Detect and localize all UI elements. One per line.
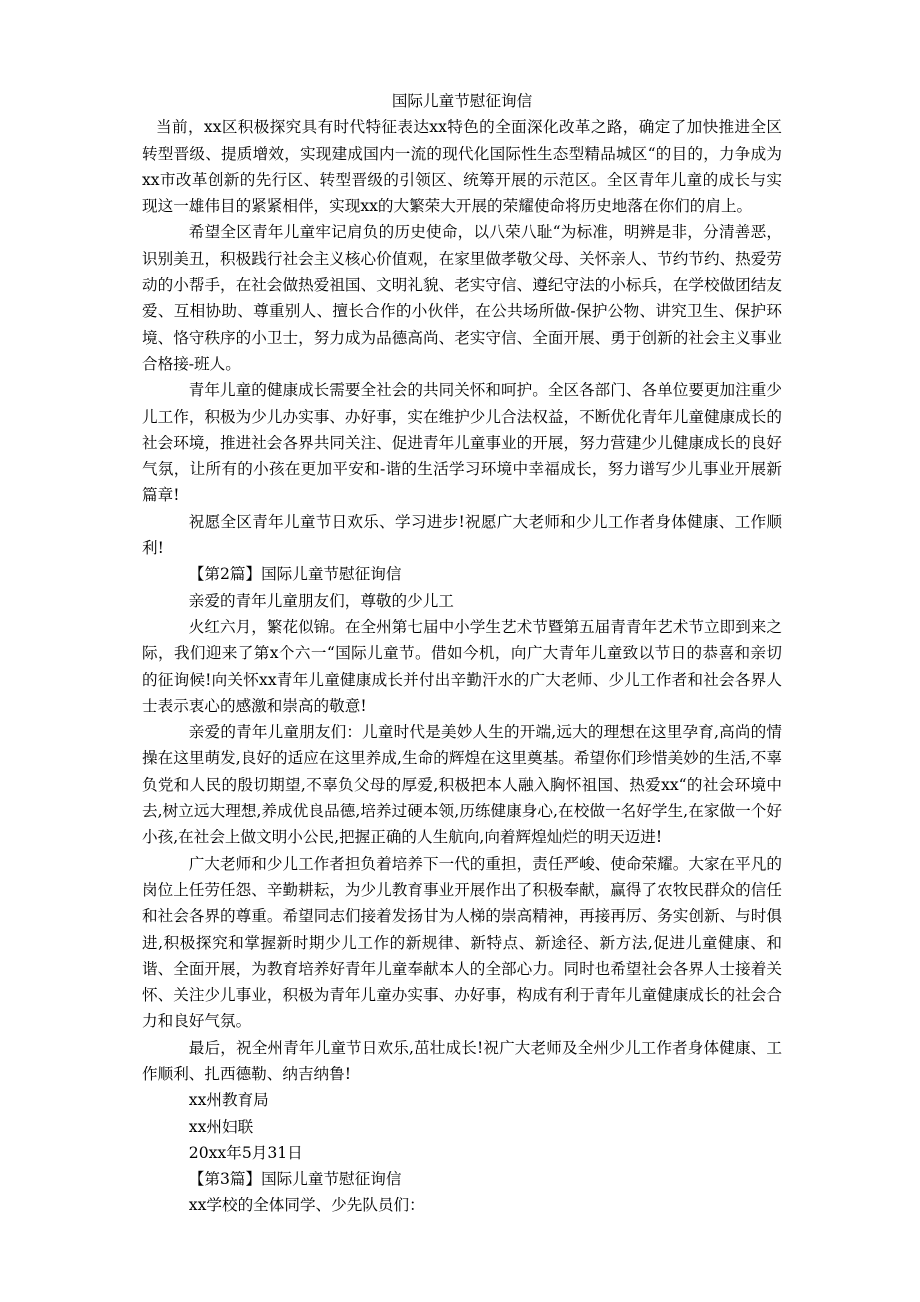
document-title: 国际儿童节慰征询信 bbox=[391, 92, 533, 110]
paragraph: 最后，祝全州青年儿童节日欢乐,茁壮成长!祝广大老师及全州少儿工作者身体健康、工作顺利、扎西德勒、纳吉纳鲁! bbox=[142, 1038, 782, 1083]
signature-line: xx州教育局 bbox=[188, 1091, 269, 1110]
signature-line: xx州妇联 bbox=[188, 1117, 254, 1136]
signature-date: 20xx年5月31日 bbox=[188, 1143, 303, 1162]
salutation: xx学校的全体同学、少先队员们： bbox=[188, 1196, 425, 1215]
section-heading: 【第3篇】国际儿童节慰征询信 bbox=[188, 1170, 402, 1189]
paragraph: 希望全区青年儿童牢记肩负的历史使命，以八荣八耻“为标准，明辨是非，分清善恶，识别美丑，积极践行社会主义核心价值观，在家里做孝敬父母、关怀亲人、节约节约、热爱劳动的小帮手，在社会做热爱祖国、文明礼貌、老实守信、遵纪守法的小标兵，在学校做团结友爱、互相协助、尊重别人、擅长合作的小伙伴，在公共场所做-保护公物、讲究卫生、保护环境、恪守秩序的小卫士，努力成为品德高尚、老实守信、全面开展、勇于创新的社会主义事业合格接-班人。 bbox=[142, 223, 782, 373]
paragraph: 祝愿全区青年儿童节日欢乐、学习进步!祝愿广大老师和少儿工作者身体健康、工作顺利! bbox=[142, 512, 782, 558]
salutation: 亲爱的青年儿童朋友们，尊敬的少儿工 bbox=[188, 591, 454, 610]
paragraph: 广大老师和少儿工作者担负着培养下一代的重担，责任严峻、使命荣耀。大家在平凡的岗位上任劳任怨、辛勤耕耘，为少儿教育事业开展作出了积极奉献，赢得了农牧民群众的信任和社会各界的尊重。希望同志们接着发扬甘为人梯的崇高精神，再接再厉、务实创新、与时俱进,积极探究和掌握新时期少儿工作的新规律、新特点、新途径、新方法,促进儿童健康、和谐、全面开展，为教育培养好青年儿童奉献本人的全部心力。同时也希望社会各界人士接着关怀、关注少儿事业，积极为青年儿童办实事、办好事，构成有利于青年儿童健康成长的社会合力和良好气氛。 bbox=[142, 854, 782, 1031]
paragraph: 当前，xx区积极探究具有时代特征表达xx特色的全面深化改革之路，确定了加快推进全区转型晋级、提质增效，实现建成国内一流的现代化国际性生态型精品城区“的目的，力争成为xx市改革创新的先行区、转型晋级的引领区、统筹开展的示范区。全区青年儿童的成长与实现这一雄伟目的紧紧相伴，实现xx的大繁荣大开展的荣耀使命将历史地落在你们的肩上。 bbox=[142, 118, 782, 216]
paragraph: 火红六月，繁花似锦。在全州第七届中小学生艺术节暨第五届青青年艺术节立即到来之际，我们迎来了第x个六一“国际儿童节。借如今机，向广大青年儿童致以节日的恭喜和亲切的征询候!向关怀xx青年儿童健康成长并付出辛勤汗水的广大老师、少儿工作者和社会各界人士表示衷心的感激和崇高的敬意! bbox=[142, 617, 782, 715]
document-page bbox=[142, 88, 782, 1219]
paragraph: 青年儿童的健康成长需要全社会的共同关怀和呵护。全区各部门、各单位要更加注重少儿工作，积极为少儿办实事、办好事，实在维护少儿合法权益，不断优化青年儿童健康成长的社会环境，推进社会各界共同关注、促进青年儿童事业的开展，努力营建少儿健康成长的良好气氛，让所有的小孩在更加平安和-谐的生活学习环境中幸福成长，努力谱写少儿事业开展新篇章! bbox=[142, 381, 782, 505]
paragraph: 亲爱的青年儿童朋友们：儿童时代是美妙人生的开端,远大的理想在这里孕育,高尚的情操在这里萌发,良好的适应在这里养成,生命的辉煌在这里奠基。希望你们珍惜美妙的生活,不辜负党和人民的殷切期望,不辜负父母的厚爱,积极把本人融入胸怀祖国、热爱xx“的社会环境中去,树立远大理想,养成优良品德,培养过硬本领,历练健康身心,在校做一名好学生,在家做一个好小孩,在社会上做文明小公民,把握正确的人生航向,向着辉煌灿烂的明天迈进! bbox=[142, 723, 782, 847]
section-heading: 【第2篇】国际儿童节慰征询信 bbox=[188, 565, 402, 584]
